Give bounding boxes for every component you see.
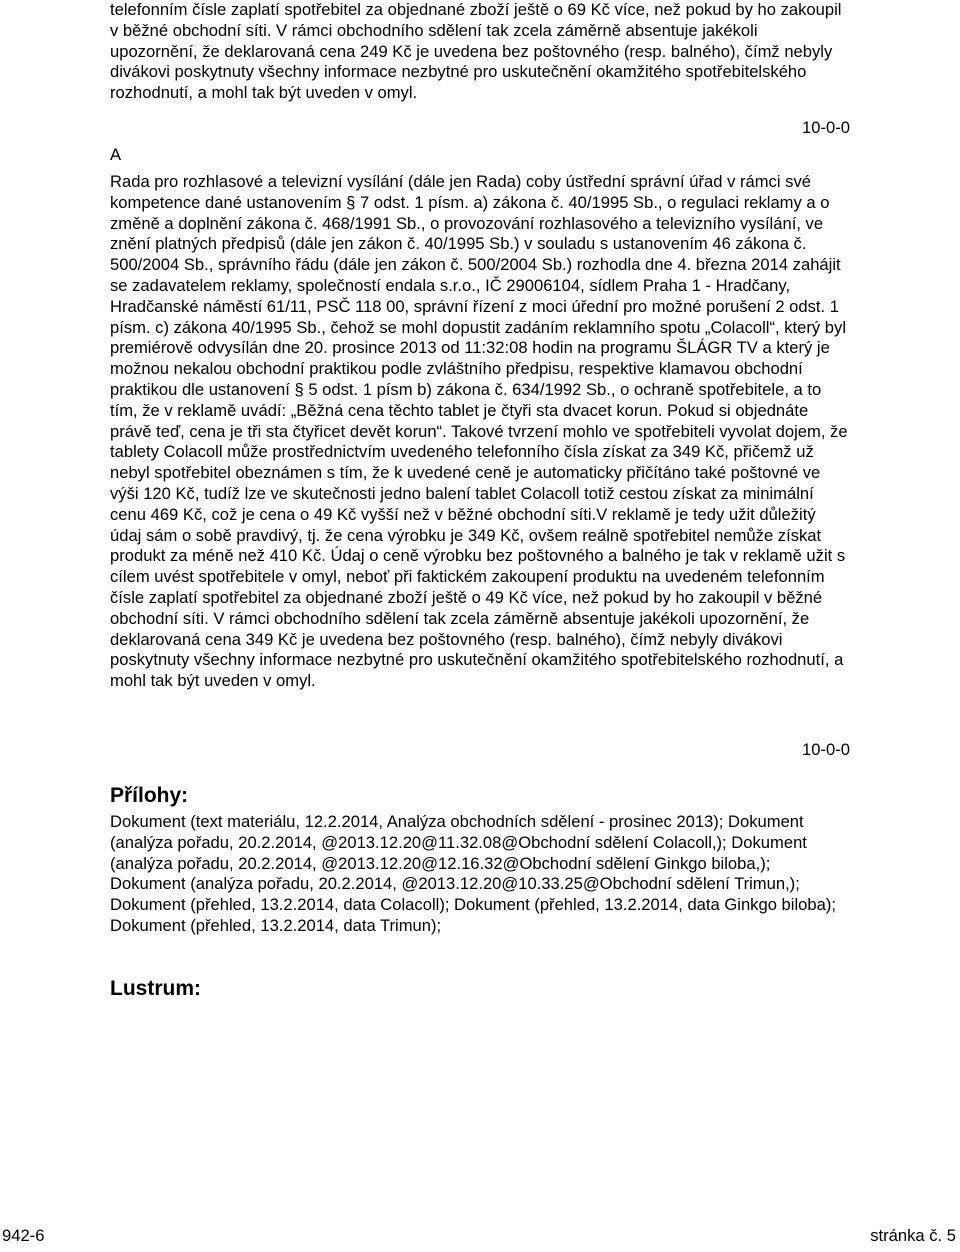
decision-paragraph: Rada pro rozhlasové a televizní vysílání (dále jen Rada) coby ústřední správní úřad v rámci své kompetence dané ustanovením § 7 odst. 1 písm. a) zákona č. 40/1995 Sb., o regulaci reklamy a o změně a doplnění zákona č. 468/1991 Sb., o provozování rozhlasového a televizního vysílání, ve znění platných předpisů (dále jen zákon č. 40/1995 Sb.) v souladu s ustanovením 46 zákona č. 500/2004 Sb., správního řádu (dále jen zákon č. 500/2004 Sb.) rozhodla dne 4. března 2014 zahájit se zadavatelem reklamy, společností endala s.r.o., IČ 29006104, sídlem Praha 1 - Hradčany, Hradčanské náměstí 61/11, PSČ 118 00, správní řízení z moci úřední pro možné porušení 2 odst. 1 písm. c) zákona 40/1995 Sb., čehož se mohl dopustit zadáním reklamního spotu „Colacoll“, který byl premiérově odvysílán dne 20. prosince 2013 od 11:32:08 hodin na programu ŠLÁGR TV a který je možnou nekalou obchodní praktikou podle zvláštního předpisu, respektive klamavou obchodní praktikou dle ustanovení § 5 odst. 1 písm b) zákona č. 634/1992 Sb., o ochraně spotřebitele, a to tím, že v reklamě uvádí: „Běžná cena těchto tablet je čtyři sta dvacet korun. Pokud si objednáte právě teď, cena je tři sta čtyřicet devět korun“. Takové tvrzení mohlo ve spotřebiteli vyvolat dojem, že tablety Colacoll může prostřednictvím uvedeného telefonního čísla získat za 349 Kč, přičemž už nebyl spotřebitel obeznámen s tím, že k uvedené ceně je automaticky přičítáno také poštovné ve výši 120 Kč, tudíž lze ve skutečnosti jedno balení tablet Colacoll totiž cestou získat za minimální cenu 469 Kč, což je cena o 49 Kč vyšší než v běžné obchodní síti.V reklamě je tedy užit důležitý údaj sám o sobě pravdivý, tj. že cena výrobku je 349 Kč, ovšem reálně spotřebitel nemůže získat produkt za méně než 410 Kč. Údaj o ceně výrobku bez poštovného a balného je tak v reklamě užit s cílem uvést spotřebitele v omyl, neboť při faktickém zakoupení produktu na uvedeném telefonním čísle zaplatí spotřebitel za objednané zboží ještě o 49 Kč více, než pokud by ho zakoupil v běžné obchodní síti. V rámci obchodního sdělení tak zcela záměrně absentuje jakékoli upozornění, že deklarovaná cena 349 Kč je uvedena bez poštovného (resp. balného), čímž nebyly divákovi poskytnuty všechny informace nezbytné pro uskutečnění okamžitého spotřebitelského rozhodnutí, a mohl tak být uveden v omyl. (110, 172, 848, 691)
vote-result-second: 10-0-0 (802, 740, 850, 759)
footer-doc-code: 942-6 (2, 1226, 45, 1245)
vote-result-first: 10-0-0 (802, 118, 850, 137)
section-letter: A (110, 145, 122, 164)
intro-paragraph: telefonním čísle zaplatí spotřebitel za objednané zboží ještě o 69 Kč více, než pokud by ho zakoupil v běžné obchodní síti. V rámci obchodního sdělení tak zcela záměrně absentuje jakékoli upozornění, že deklarovaná cena 249 Kč je uvedena bez poštovného (resp. balného), čímž nebyly divákovi poskytnuty všechny informace nezbytné pro uskutečnění okamžitého spotřebitelského rozhodnutí, a mohl tak být uveden v omyl. (110, 0, 842, 103)
lustrum-heading: Lustrum: (110, 977, 201, 1000)
attachments-list: Dokument (text materiálu, 12.2.2014, Analýza obchodních sdělení - prosinec 2013); Dokument (analýza pořadu, 20.2.2014, @2013.12.20@11.32.08@Obchodní sdělení Colacoll,); Dokument (analýza pořadu, 20.2.2014, @2013.12.20@12.16.32@Obchodní sdělení Ginkgo biloba,); Dokument (analýza pořadu, 20.2.2014, @2013.12.20@10.33.25@Obchodní sdělení Trimun,); Dokument (přehled, 13.2.2014, data Colacoll); Dokument (přehled, 13.2.2014, data Ginkgo biloba); Dokument (přehled, 13.2.2014, data Trimun); (110, 812, 836, 935)
footer-page-number: stránka č. 5 (870, 1226, 956, 1245)
attachments-heading: Přílohy: (110, 784, 189, 807)
